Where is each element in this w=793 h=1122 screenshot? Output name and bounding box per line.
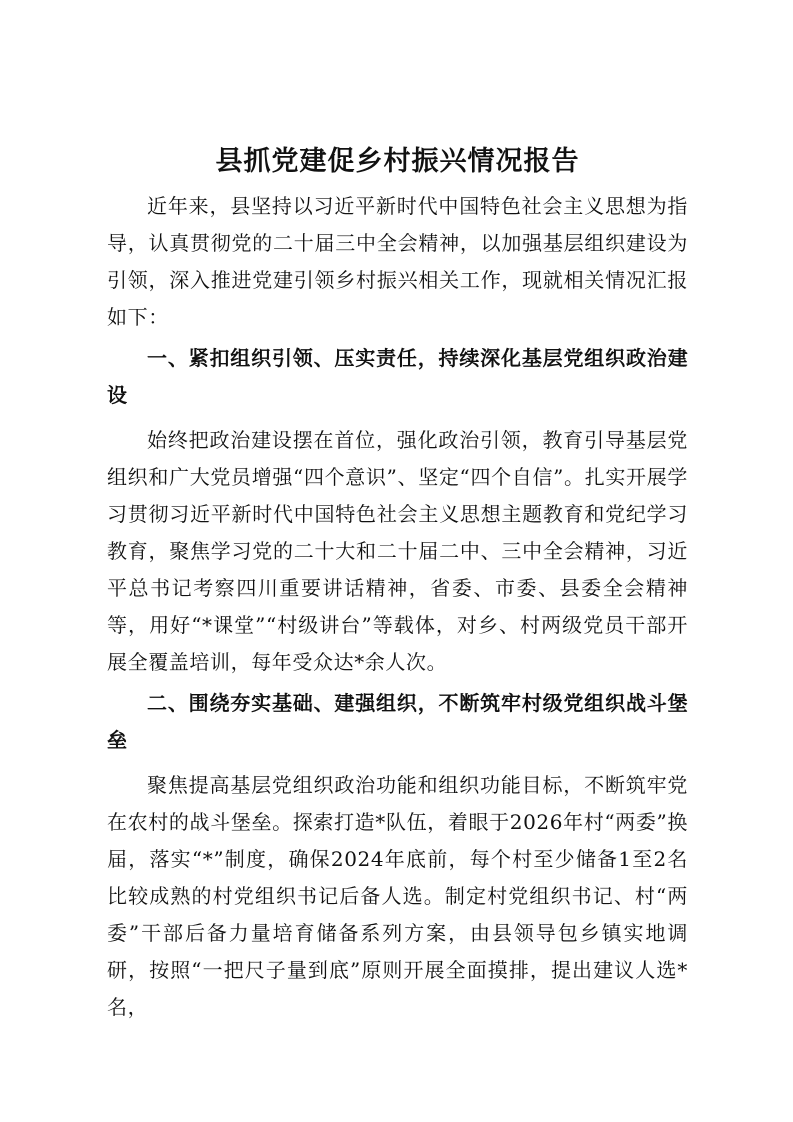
section-body-1: 始终把政治建设摆在首位，强化政治引领，教育引导基层党组织和广大党员增强“四个意识”、坚定“四个自信”。扎实开展学习贯彻习近平新时代中国特色社会主义思想主题教育和党纪学习教育，聚焦学习党的二十大和二十届二中、三中全会精神，习近平总书记考察四川重要讲话精神，省委、市委、县委全会精神等，用好“*课堂”“村级讲台”等载体，对乡、村两级党员干部开展全覆盖培训，每年受众达*余人次。 (107, 428, 688, 674)
page-title: 县抓党建促乡村振兴情况报告 (215, 146, 580, 177)
section-heading-2: 二、围绕夯实基础、建强组织，不断筑牢村级党组织战斗堡垒 (107, 691, 688, 752)
document-body (107, 140, 688, 1026)
section-body-2: 聚焦提高基层党组织政治功能和组织功能目标，不断筑牢党在农村的战斗堡垒。探索打造*队伍，着眼于2026年村“两委”换届，落实“*”制度，确保2024年底前，每个村至少储备1至2名比较成熟的村党组织书记后备人选。制定村党组织书记、村“两委”干部后备力量培育储备系列方案，由县领导包乡镇实地调研，按照“一把尺子量到底”原则开展全面摸排，提出建议人选*名， (107, 773, 688, 1019)
section-heading-1: 一、紧扣组织引领、压实责任，持续深化基层党组织政治建设 (107, 346, 688, 407)
intro-paragraph: 近年来，县坚持以习近平新时代中国特色社会主义思想为指导，认真贯彻党的二十届三中全会精神，以加强基层组织建设为引领，深入推进党建引领乡村振兴相关工作，现就相关情况汇报如下： (107, 194, 688, 329)
